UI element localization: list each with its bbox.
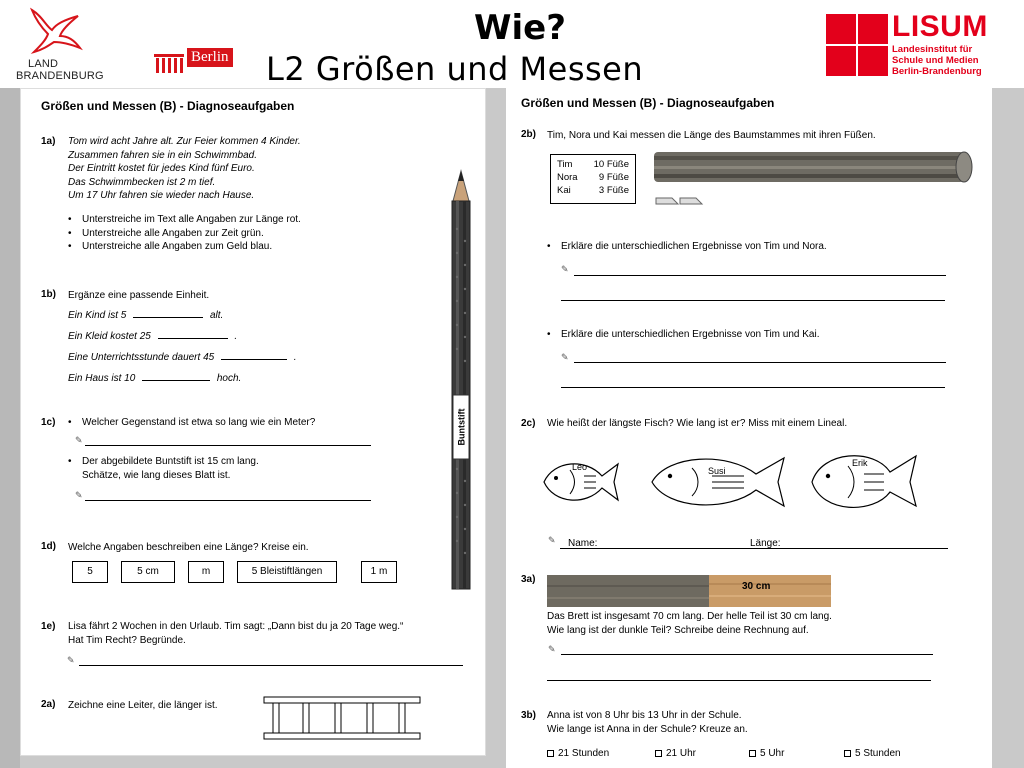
answer-line[interactable] xyxy=(547,680,931,681)
list-item: • Erkläre die unterschiedlichen Ergebnisse von Tim und Nora. xyxy=(547,240,967,254)
table-cell-value: 3 Füße xyxy=(598,185,629,196)
pencil-icon: ✎ xyxy=(75,490,83,500)
worksheet-right xyxy=(506,88,992,768)
answer-blank[interactable] xyxy=(133,317,203,318)
q1b-item-pre: Eine Unterrichtsstunde dauert 45 xyxy=(68,352,215,363)
q1b-item-post: hoch. xyxy=(216,373,242,384)
answer-blank[interactable] xyxy=(221,359,287,360)
pencil-icon: ✎ xyxy=(561,352,569,362)
name-label: Name: xyxy=(568,538,598,549)
table-row xyxy=(557,158,629,171)
q1b-item xyxy=(68,351,297,365)
q1b-item-pre: Ein Kleid kostet 25 xyxy=(68,331,151,342)
table-cell-name: Kai xyxy=(557,185,571,196)
lisum-sub-line3: Berlin-Brandenburg xyxy=(892,66,982,77)
pencil-icon: ✎ xyxy=(561,264,569,274)
answer-line[interactable] xyxy=(574,362,946,363)
table-row xyxy=(557,171,629,184)
q3b-option-label: 21 Uhr xyxy=(666,748,697,759)
q3b-option[interactable] xyxy=(655,747,696,761)
q1b-item xyxy=(68,330,237,344)
q2b-number: 2b) xyxy=(521,129,536,140)
q1d-option[interactable]: 5 xyxy=(72,561,108,583)
berlin-logo-text: Berlin xyxy=(187,48,233,67)
fish-leo-illustration xyxy=(540,452,622,512)
q3a-text xyxy=(547,610,967,637)
lisum-sub-line1: Landesinstitut für xyxy=(892,44,973,55)
q1d-option[interactable]: 1 m xyxy=(361,561,397,583)
q1b-item xyxy=(68,372,241,386)
q3b-line2: Wie lange ist Anna in der Schule? Kreuze an. xyxy=(547,723,748,735)
q1e-number: 1e) xyxy=(41,621,56,632)
tree-trunk-illustration xyxy=(652,148,974,212)
q3b-line1: Anna ist von 8 Uhr bis 13 Uhr in der Schule. xyxy=(547,710,742,721)
q1c-bullet2-line1: • Der abgebildete Buntstift ist 15 cm lang. xyxy=(82,456,259,467)
q1a-line: Um 17 Uhr fahren sie wieder nach Hause. xyxy=(68,190,255,201)
answer-line[interactable] xyxy=(79,665,463,666)
fish-label-susi: Susi xyxy=(708,466,726,476)
brandenburg-logo-line1: LAND xyxy=(28,58,59,70)
pencil-icon: ✎ xyxy=(75,435,83,445)
slide-header xyxy=(0,0,1024,88)
q1a-line: Der Eintritt kostet für jedes Kind fünf Euro. xyxy=(68,163,255,174)
q3b-option[interactable] xyxy=(547,747,609,761)
fish-erik-illustration xyxy=(808,444,920,518)
q1e-text xyxy=(68,620,468,647)
slide-title-line2: L2 Größen und Messen xyxy=(266,50,644,88)
pencil-icon: ✎ xyxy=(67,655,75,665)
q1b-item-post: . xyxy=(293,352,297,363)
list-item: • Unterstreiche im Text alle Angaben zur Länge rot. xyxy=(68,213,368,227)
q1b-item-post: . xyxy=(234,331,238,342)
fish-label-erik: Erik xyxy=(852,458,868,468)
lisum-sub-line2: Schule und Medien xyxy=(892,55,979,66)
q1a-text xyxy=(68,135,368,203)
answer-line[interactable] xyxy=(85,445,371,446)
q1c-question1 xyxy=(68,416,388,430)
list-item: • Unterstreiche alle Angaben zum Geld blau. xyxy=(68,240,368,254)
q2a-number: 2a) xyxy=(41,699,56,710)
q1b-item-pre: Ein Kind ist 5 xyxy=(68,310,127,321)
q1b-item-post: alt. xyxy=(209,310,224,321)
checkbox[interactable] xyxy=(749,750,756,757)
q1a-line: Das Schwimmbecken ist 2 m tief. xyxy=(68,176,216,188)
pencil-illustration xyxy=(447,169,475,593)
left-gray-strip xyxy=(0,88,20,768)
answer-blank[interactable] xyxy=(142,380,210,381)
pencil-icon: ✎ xyxy=(548,644,556,654)
q1b-item xyxy=(68,309,223,323)
answer-line[interactable] xyxy=(85,500,371,501)
answer-blank[interactable] xyxy=(158,338,228,339)
q1d-text: Welche Angaben beschreiben eine Länge? Kreise ein. xyxy=(68,542,309,553)
length-label: Länge: xyxy=(750,538,781,549)
board-light-label: 30 cm xyxy=(742,581,771,592)
q1d-number: 1d) xyxy=(41,541,56,552)
pencil-label-box xyxy=(448,395,474,459)
worksheet-left xyxy=(20,88,486,756)
brandenburg-gate-icon xyxy=(153,52,185,74)
q2c-text: Wie heißt der längste Fisch? Wie lang ist er? Miss mit einem Lineal. xyxy=(547,418,848,429)
q1b-intro: Ergänze eine passende Einheit. xyxy=(68,290,210,301)
measurement-table xyxy=(550,154,636,204)
q3a-line2: Wie lang ist der dunkle Teil? Schreibe deine Rechnung auf. xyxy=(547,624,809,636)
list-item: • Erkläre die unterschiedlichen Ergebnisse von Tim und Kai. xyxy=(547,328,967,342)
answer-line[interactable] xyxy=(561,654,933,655)
fish-label-leo: Leo xyxy=(572,462,588,472)
worksheet-left-title: Größen und Messen (B) - Diagnoseaufgaben xyxy=(41,99,295,113)
pencil-icon: ✎ xyxy=(548,535,556,545)
table-cell-value: 9 Füße xyxy=(598,172,629,183)
q3b-option-label: 5 Uhr xyxy=(760,748,785,759)
q1a-line: Tom wird acht Jahre alt. Zur Feier kommen 4 Kinder. xyxy=(68,136,301,147)
list-item: • Unterstreiche alle Angaben zur Zeit grün. xyxy=(68,227,368,241)
list-item: • Welcher Gegenstand ist etwa so lang wie ein Meter? xyxy=(68,416,388,430)
pencil-label: Buntstift xyxy=(456,408,466,446)
q1c-bullet2-line2: Schätze, wie lang dieses Blatt ist. xyxy=(82,469,231,481)
table-row xyxy=(557,184,629,197)
wood-board-illustration xyxy=(547,575,831,607)
q3b-number: 3b) xyxy=(521,710,536,721)
lisum-logo-squares xyxy=(826,14,888,76)
berlin-logo xyxy=(153,48,243,76)
answer-line[interactable] xyxy=(560,548,948,549)
fish-susi-illustration xyxy=(648,444,790,518)
q3b-option-label: 5 Stunden xyxy=(855,748,901,759)
list-item xyxy=(68,455,388,482)
answer-line[interactable] xyxy=(561,387,945,388)
worksheet-right-title: Größen und Messen (B) - Diagnoseaufgaben xyxy=(521,96,775,110)
table-cell-name: Nora xyxy=(557,172,578,183)
q2b-question2 xyxy=(547,328,967,342)
lisum-logo xyxy=(826,10,996,80)
answer-line[interactable] xyxy=(561,300,945,301)
lisum-logo-subtitle xyxy=(892,44,1002,77)
checkbox[interactable] xyxy=(844,750,851,757)
checkbox[interactable] xyxy=(547,750,554,757)
q2b-question1 xyxy=(547,240,967,254)
q3a-line1: Das Brett ist insgesamt 70 cm lang. Der helle Teil ist 30 cm lang. xyxy=(547,611,832,622)
table-cell-name: Tim xyxy=(557,159,573,170)
answer-line[interactable] xyxy=(574,275,946,276)
q3b-text xyxy=(547,709,967,736)
q1a-instructions xyxy=(68,213,368,254)
q3b-option-label: 21 Stunden xyxy=(558,748,610,759)
q3b-option[interactable] xyxy=(844,747,901,761)
checkbox[interactable] xyxy=(655,750,662,757)
brandenburg-logo-line2: BRANDENBURG xyxy=(16,70,104,82)
q1b-item-pre: Ein Haus ist 10 xyxy=(68,373,136,384)
slide-title-line1: Wie? xyxy=(474,8,566,48)
q1d-option[interactable]: m xyxy=(188,561,224,583)
q1d-option[interactable]: 5 Bleistiftlängen xyxy=(237,561,337,583)
table-cell-value: 10 Füße xyxy=(593,159,629,170)
q1a-number: 1a) xyxy=(41,136,56,147)
q2c-number: 2c) xyxy=(521,418,536,429)
lisum-logo-word: LISUM xyxy=(892,10,988,43)
q1c-question2 xyxy=(68,455,388,482)
brandenburg-logo xyxy=(14,6,104,82)
q1b-number: 1b) xyxy=(41,289,56,300)
q1c-number: 1c) xyxy=(41,417,56,428)
q1e-line1: Lisa fährt 2 Wochen in den Urlaub. Tim sagt: „Dann bist du ja 20 Tage weg.“ xyxy=(68,621,404,632)
q3a-number: 3a) xyxy=(521,574,536,585)
eagle-icon xyxy=(28,6,84,56)
q1e-line2: Hat Tim Recht? Begründe. xyxy=(68,634,186,646)
q1a-line: Zusammen fahren sie in ein Schwimmbad. xyxy=(68,149,257,161)
q3b-option[interactable] xyxy=(749,747,784,761)
q2b-text: Tim, Nora und Kai messen die Länge des Baumstammes mit ihren Füßen. xyxy=(547,130,876,141)
q2a-text: Zeichne eine Leiter, die länger ist. xyxy=(68,700,218,711)
q1d-option[interactable]: 5 cm xyxy=(121,561,175,583)
ladder-illustration xyxy=(263,695,423,741)
